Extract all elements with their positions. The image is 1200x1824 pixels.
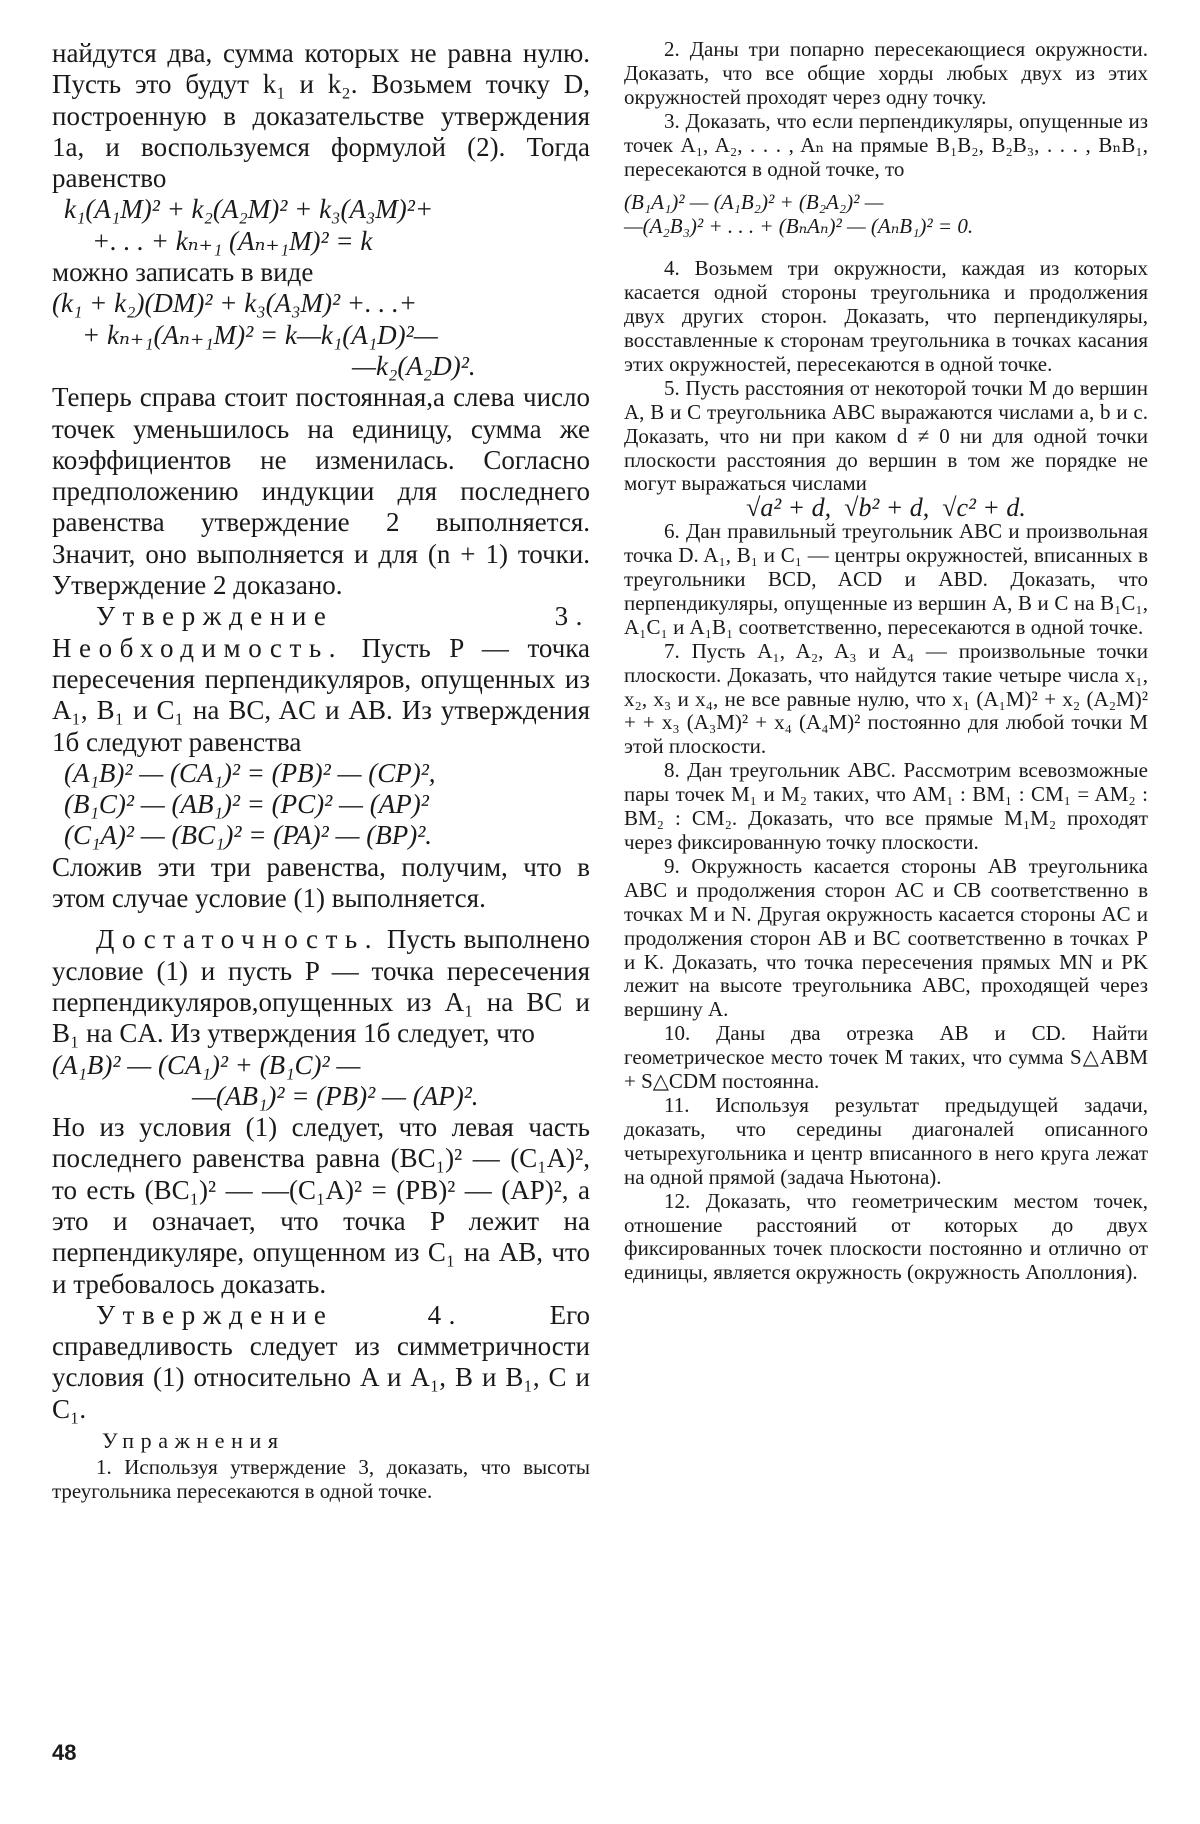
spacer <box>624 239 1148 257</box>
formula: (A₁B)² — (CA₁)² + (B₁C)² — <box>52 1049 361 1080</box>
exercise-12: 12. Доказать, что геометрическим местом точек, отношение расстояний от которых до двух фиксированных точек плоскости постоянно и отлично от единицы, является окружность (окружность Аполлония). <box>624 1188 1148 1285</box>
exercise-2: 2. Даны три попарно пересекающиеся окружности. Доказать, что все общие хорды любых двух из этих окружностей проходят через одну точку. <box>624 37 1148 109</box>
paragraph: Но из условия (1) следует, что левая часть последнего равенства равна (BC₁)² — (C₁A)², то есть (BC₁)² — —(C₁A)² = (PB)² — (AP)², а это и означает, что точка P лежит на перпендикуляре, опущенном из C₁ на AB, что и требовалось доказать. <box>52 1112 590 1299</box>
sufficiency <box>52 924 590 1049</box>
exercise-4: 4. Возьмем три окружности, каждая из которых касается одной стороны треугольника и продолжения двух других сторон. Доказать, что перпендикуляры, восставленные к сторонам треугольника в точках касания этих окружностей, пересекаются в одной точке. <box>624 256 1148 376</box>
formula: (A₁B)² — (CA₁)² = (PB)² — (CP)², <box>64 757 436 788</box>
statement-heading: Утверждение 3. Необходимость. <box>52 601 590 663</box>
exercise-8: 8. Дан треугольник ABC. Рассмотрим всевозможные пары точек M₁ и M₂ таких, что AM₁ : BM₁ : CM₁ = AM₂ : BM₂ : CM₂. Доказать, что все прямые M₁M₂ проходят через фиксированную точку плоскости. <box>624 758 1148 854</box>
paragraph: Сложив эти три равенства, получим, что в этом случае условие (1) выполняется. <box>52 851 590 914</box>
formula-roots: √a² + d, √b² + d, √c² + d. <box>746 493 1026 523</box>
spacer <box>52 914 590 924</box>
exercise-3: 3. Доказать, что если перпендикуляры, опущенные из точек A₁, A₂, . . . , Aₙ на прямые B₁B₂, B₂B₃, . . . , BₙB₁, пересекаются в одной точке, то <box>624 108 1148 181</box>
exercise-5: 5. Пусть расстояния от некоторой точки M до вершин A, B и C треугольника ABC выражаются числами a, b и c. Доказать, что ни при каком d ≠ 0 ни для одной точки плоскости расстояния до вершин в том же порядке не могут выражаться числами <box>624 375 1148 496</box>
right-column <box>624 38 1148 1285</box>
exercise-9: 9. Окружность касается стороны AB треугольника ABC и продолжения сторон AC и CB соответственно в точках M и N. Другая окружность касается стороны AC и продолжения сторон AB и BC соответственно в точках P и K. Доказать, что точка пересечения прямых MN и PK лежит на высоте треугольника ABC, проходящей через вершину A. <box>624 853 1148 1022</box>
formula: +. . . + kₙ₊₁ (Aₙ₊₁M)² = k <box>92 225 373 256</box>
statement-4 <box>52 1300 590 1425</box>
exercise-7: 7. Пусть A₁, A₂, A₃ и A₄ — произвольные точки плоскости. Доказать, что найдутся такие четыре числа x₁, x₂, x₃ и x₄, не все равные нулю, что x₁ (A₁M)² + x₂ (A₂M)² + + x₃ (A₃M)² + x₄ (A₄M)² постоянно для любой точки M этой плоскости. <box>624 638 1148 759</box>
formula: —(A₂B₃)² + . . . + (BₙAₙ)² — (AₙB₁)² = 0. <box>624 214 974 239</box>
exercise-1: 1. Используя утверждение 3, доказать, что высоты треугольника пересекаются в одной точке. <box>52 1455 590 1504</box>
statement-heading: Утверждение 4. <box>96 1299 463 1330</box>
statement-text: Пусть P — точка пересечения перпендикуляров, опущенных из A₁, B₁ и C₁ на BC, AC и AB. Из утверждения 1б следуют равенства <box>52 632 590 757</box>
formula: (B₁A₁)² — (A₁B₂)² + (B₂A₂)² — <box>624 190 884 215</box>
statement-heading: Достаточность. <box>96 924 380 955</box>
formula: —k₂(A₂D)². <box>352 350 476 381</box>
paragraph: найдутся два, сумма которых не равна нулю. Пусть это будут k₁ и k₂. Возьмем точку D, построенную в доказательстве утверждения 1а, и воспользуемся формулой (2). Тогда равенство <box>52 38 590 194</box>
statement-text: Пусть выполнено условие (1) и пусть P — точка пересечения перпендикуляров,опущенных из A₁ на BC и B₁ на CA. Из утверждения 1б следует, что <box>52 924 590 1049</box>
formula: k₁(A₁M)² + k₂(A₂M)² + k₃(A₃M)²+ <box>64 194 434 225</box>
exercises-heading: Упражнения <box>102 1428 285 1454</box>
left-column <box>52 38 590 1504</box>
exercise-10: 10. Даны два отрезка AB и CD. Найти геометрическое место точек M таких, что сумма S△ABM + S△CDM постоянна. <box>624 1021 1148 1094</box>
formula: —(AB₁)² = (PB)² — (AP)². <box>192 1080 479 1111</box>
formula: + kₙ₊₁(Aₙ₊₁M)² = k—k₁(A₁D)²— <box>82 319 438 350</box>
page-number: 48 <box>52 1740 77 1765</box>
formula: (C₁A)² — (BC₁)² = (PA)² — (BP)². <box>64 820 433 851</box>
statement-text: Его справедливость следует из симметричности условия (1) относительно A и A₁, B и B₁, C и C₁. <box>52 1299 590 1424</box>
exercise-6: 6. Дан правильный треугольник ABC и произвольная точка D. A₁, B₁ и C₁ — центры окружностей, вписанных в треугольники BCD, ACD и ABD. Доказать, что перпендикуляры, опущенные из вершин A, B и C на B₁C₁, A₁C₁ и A₁B₁ соответственно, пересекаются в одной точке. <box>624 519 1148 639</box>
statement-3 <box>52 601 590 757</box>
exercise-11: 11. Используя результат предыдущей задачи, доказать, что середины диагоналей описанного четырехугольника и центр вписанного в него круга лежат на одной прямой (задача Ньютона). <box>624 1092 1148 1189</box>
formula: (k₁ + k₂)(DM)² + k₃(A₃M)² +. . .+ <box>52 288 417 319</box>
paragraph: Теперь справа стоит постоянная,а слева число точек уменьшилось на единицу, сумма же коэффициентов не изменилась. Согласно предположению индукции для последнего равенства утверждение 2 выполняется. Значит, оно выполняется и для (n + 1) точки. Утверждение 2 доказано. <box>52 382 590 601</box>
formula: (B₁C)² — (AB₁)² = (PC)² — (AP)² <box>64 789 429 820</box>
paragraph: можно записать в виде <box>52 257 314 288</box>
